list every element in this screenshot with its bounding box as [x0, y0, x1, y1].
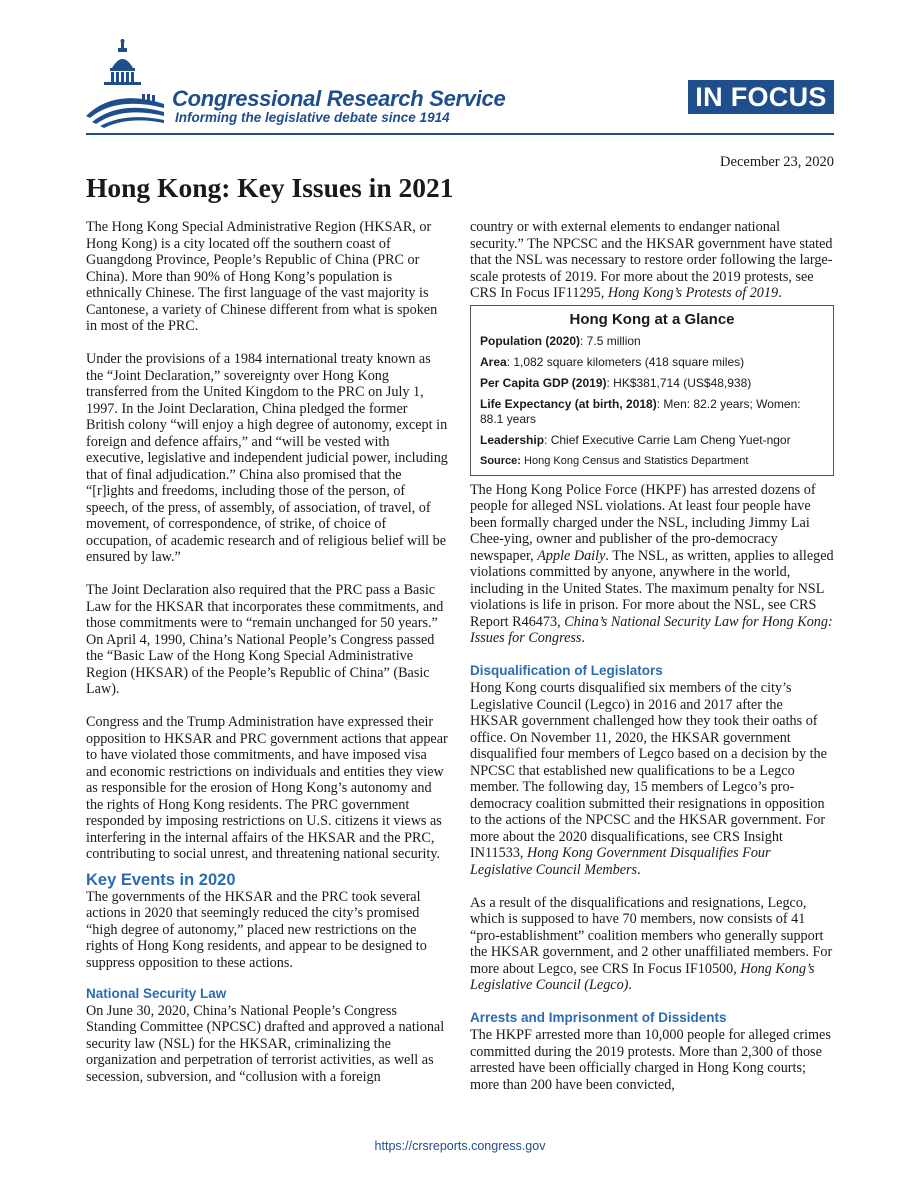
glance-life-expectancy: Life Expectancy (at birth, 2018): Men: 82.2 years; Women: 88.1 years	[480, 396, 801, 426]
joint-declaration-paragraph: Under the provisions of a 1984 international treaty known as the “Joint Declaration,” sovereignty over Hong Kong transferred from the United Kingdom to the PRC on July 1, 1997. In the Joint Declaration, China pledged the former British colony “will enjoy a high degree of autonomy, except in foreign and defence affairs,” and “will be vested with executive, legislative and independent judicial power, including that of final adjudication.” China also promised that the “[r]ights and freedoms, including those of the person, of speech, of the press, of assembly, of association, of travel, of movement, of correspondence, of strike, of choice of occupation, of academic research and of religious belief will be ensured by law.”	[86, 351, 448, 565]
subheading-disqualification: Disqualification of Legislators	[470, 663, 663, 678]
citation-protests-2019: Hong Kong’s Protests of 2019	[607, 285, 779, 301]
header-rule	[86, 133, 834, 135]
basic-law-paragraph: The Joint Declaration also required that the PRC pass a Basic Law for the HKSAR that incorporates these commitments, and those commitments were to “remain unchanged for 50 years.” On April 4, 1990, China’s National People’s Congress passed the “Basic Law of the Hong Kong Special Administrative Region (HKSAR) of the People’s Republic of China” (Basic Law).	[86, 582, 444, 697]
footer-url[interactable]: https://crsreports.congress.gov	[374, 1139, 546, 1153]
subheading-national-security-law: National Security Law	[86, 985, 227, 1001]
subheading-arrests: Arrests and Imprisonment of Dissidents	[470, 1010, 727, 1025]
glance-population: Population (2020): 7.5 million	[480, 333, 641, 348]
page-header	[0, 0, 920, 140]
nsl-continued-paragraph: country or with external elements to endanger national security.” The NPCSC and the HKSAR government have stated that the NSL was necessary to restore order following the large-scale protests of 2019. For more about the 2019 protests, see CRS In Focus IF11295, Hong Kong’s Protests of 2019.	[470, 219, 833, 301]
section-heading-key-events: Key Events in 2020	[86, 870, 236, 889]
left-column	[86, 219, 448, 1085]
disqualification-paragraph: Hong Kong courts disqualified six members of the city’s Legislative Council (Legco) in 2016 and 2017 after the HKSAR government challenged how they took their oaths of office. On November 11, 2020, the HKSAR government disqualified four members of Legco based on a decision by the NPCSC that established new qualifications to be a Legco member. The following day, 15 members of Legco’s pro-democracy coalition submitted their resignations in opposition to the actions of the NPCSC and the HKSAR government. For more about the 2020 disqualifications, see CRS Insight IN11533, Hong Kong Government Disqualifies Four Legislative Council Members.	[470, 680, 827, 878]
page-title: Hong Kong: Key Issues in 2021	[86, 172, 454, 203]
hkpf-arrests-paragraph: The Hong Kong Police Force (HKPF) has arrested dozens of people for alleged NSL violations. At least four people have been formally charged under the NSL, including Jimmy Lai Chee-ying, owner and publisher of the pro-democracy newspaper, Apple Daily. The NSL, as written, applies to alleged violations committed by anyone, anywhere in the world, including in the United States. The maximum penalty for NSL violations is life in prison. For more about the NSL, see CRS Report R46473, China’s National Security Law for Hong Kong: Issues for Congress.	[470, 481, 834, 646]
at-a-glance-box	[470, 305, 834, 476]
intro-paragraph: The Hong Kong Special Administrative Region (HKSAR, or Hong Kong) is a city located off the southern coast of Guangdong Province, People’s Republic of China (PRC or China). More than 90% of Hong Kong’s population is ethnically Chinese. The first language of the vast majority is Cantonese, a variety of Chinese different from what is spoken in most of the PRC.	[86, 219, 438, 334]
right-column	[470, 219, 834, 1093]
org-tagline: Informing the legislative debate since 1914	[175, 110, 450, 125]
glance-area: Area: 1,082 square kilometers (418 square miles)	[480, 354, 745, 369]
nsl-paragraph: On June 30, 2020, China’s National People’s Congress Standing Committee (NPCSC) drafted and approved a national security law (NSL) for the HKSAR, criminalizing the organization and perpetration of terrorist activities, as well as secession, subversion, and “collusion with a foreign	[86, 1002, 445, 1085]
legco-composition-paragraph: As a result of the disqualifications and resignations, Legco, which is supposed to have 70 members, now consists of 41 “pro-establishment” coalition members who generally support the HKSAR government, and 2 other unaffiliated members. For more about Legco, see CRS In Focus IF10500, Hong Kong’s Legislative Council (Legco).	[470, 894, 833, 993]
key-events-paragraph: The governments of the HKSAR and the PRC took several actions in 2020 that seemingly reduced the city’s promised “high degree of autonomy,” placed new restrictions on the rights of Hong Kong residents, and appear to be designed to suppress opposition to these actions.	[86, 888, 427, 971]
citation-legco: Hong Kong’s Legislative Council (Legco)	[470, 960, 815, 993]
congress-paragraph: Congress and the Trump Administration have expressed their opposition to HKSAR and PRC government actions that appear to have violated those commitments, and have imposed visa and economic restrictions on individuals and entities they view as responsible for the erosion of Hong Kong’s autonomy and the rights of Hong Kong residents. The PRC government responded by imposing restrictions on U.S. citizens it views as interfering in the internal affairs of the HKSAR and the PRC, contributing to social unrest, and threatening national security.	[86, 714, 448, 862]
citation-disqualification-insight: Hong Kong Government Disqualifies Four Legislative Council Members	[470, 845, 771, 878]
org-name: Congressional Research Service	[172, 86, 506, 111]
glance-title: Hong Kong at a Glance	[569, 310, 735, 328]
arrests-paragraph: The HKPF arrested more than 10,000 people for alleged crimes committed during the 2019 protests. More than 2,300 of those arrested have been officially charged in Hong Kong courts; more than 200 have been convicted,	[470, 1027, 831, 1093]
glance-gdp: Per Capita GDP (2019): HK$381,714 (US$48,938)	[480, 375, 752, 390]
citation-nsl-report: China’s National Security Law for Hong Kong: Issues for Congress	[470, 613, 833, 646]
in-focus-badge: IN FOCUS	[688, 80, 834, 114]
publication-date: December 23, 2020	[720, 154, 834, 170]
glance-source: Source: Hong Kong Census and Statistics Department	[480, 454, 749, 467]
glance-leadership: Leadership: Chief Executive Carrie Lam Cheng Yuet-ngor	[480, 432, 791, 447]
capitol-dome-icon	[84, 38, 168, 130]
